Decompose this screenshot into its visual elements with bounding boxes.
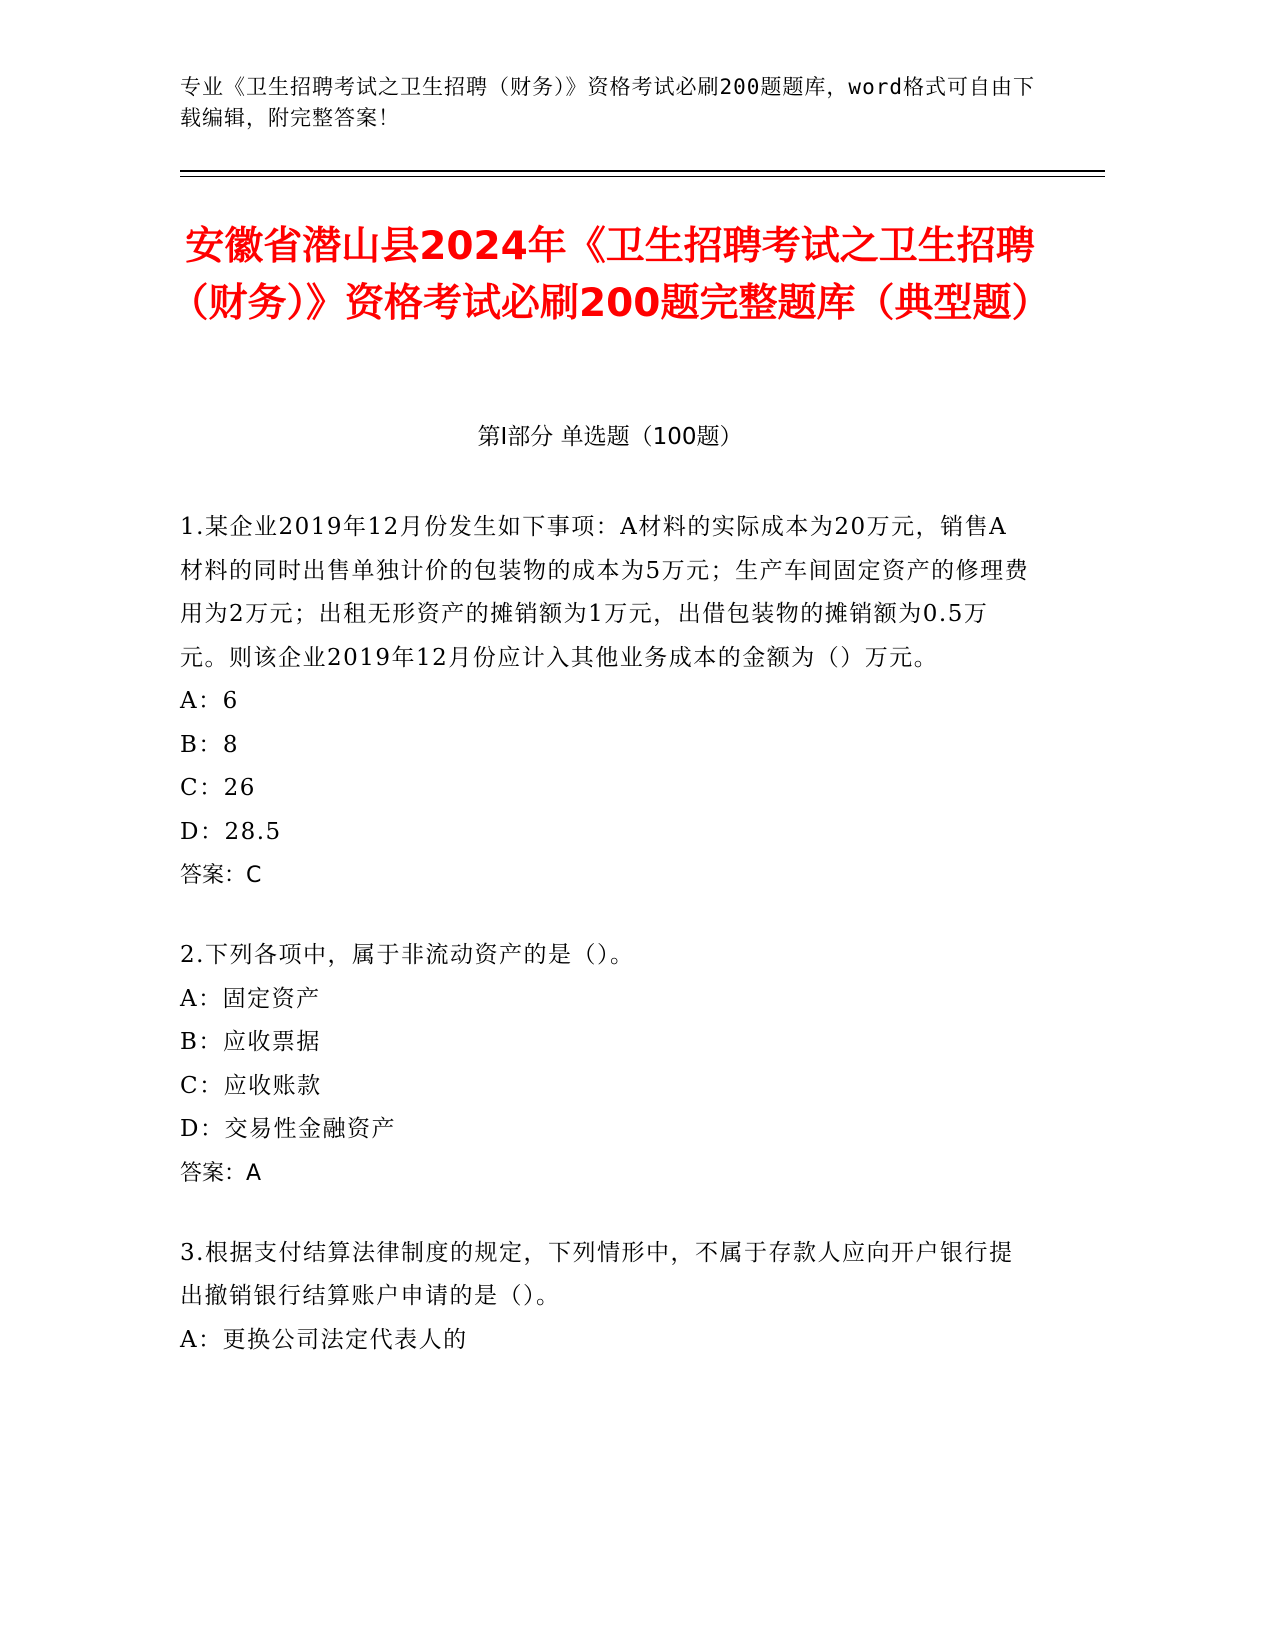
option-a: A：固定资产 — [180, 985, 321, 1012]
question-1 — [180, 506, 1030, 897]
question-3 — [180, 1232, 1030, 1363]
question-2 — [180, 934, 1030, 1195]
section-heading: 第I部分 单选题（100题） — [477, 424, 743, 450]
question-stem: 1.某企业2019年12月份发生如下事项：A材料的实际成本为20万元，销售A材料的同时出售单独计价的包装物的成本为5万元；生产车间固定资产的修理费用为2万元；出租无形资产的摊销额为1万元，出借包装物的摊销额为0.5万元。则该企业2019年12月份应计入其他业务成本的金额为（）万元。 — [180, 514, 1030, 671]
option-b: B：应收票据 — [180, 1029, 321, 1055]
option-d: D：28.5 — [180, 818, 282, 845]
answer: 答案：C — [180, 863, 262, 888]
option-c: C：应收账款 — [180, 1072, 322, 1099]
answer: 答案：A — [180, 1160, 262, 1186]
option-d: D：交易性金融资产 — [180, 1116, 396, 1142]
option-c: C：26 — [180, 775, 256, 801]
document-title: 安徽省潜山县2024年《卫生招聘考试之卫生招聘（财务）》资格考试必刷200题完整题库（典型题） — [169, 224, 1051, 326]
question-list — [180, 506, 1030, 1399]
option-b: B：8 — [180, 731, 240, 758]
header-divider-thin — [180, 176, 1105, 177]
question-stem: 3.根据支付结算法律制度的规定，下列情形中，不属于存款人应向开户银行提出撤销银行结算账户申请的是（）。 — [180, 1239, 1014, 1309]
header-note: 专业《卫生招聘考试之卫生招聘（财务）》资格考试必刷200题题库，word格式可自由下载编辑，附完整答案！ — [180, 75, 1035, 130]
question-stem: 2.下列各项中，属于非流动资产的是（）。 — [180, 942, 635, 968]
header-divider-thick — [180, 170, 1105, 172]
option-a: A：6 — [180, 688, 239, 714]
option-a: A：更换公司法定代表人的 — [180, 1326, 468, 1353]
